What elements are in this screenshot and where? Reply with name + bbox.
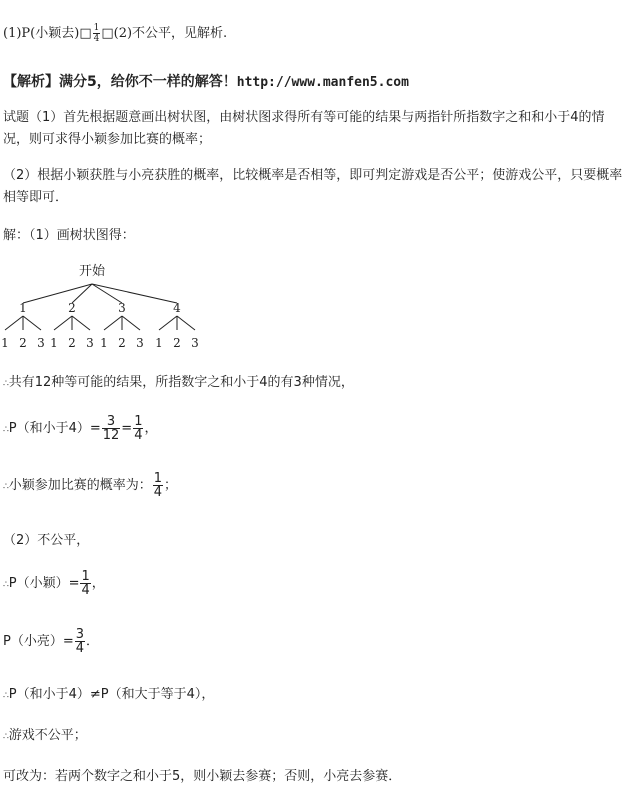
- box-glyph: □: [79, 26, 92, 41]
- tree-diagram: [0, 258, 220, 358]
- tree-root: 开始: [78, 264, 106, 279]
- fraction-numerator: 1: [153, 471, 163, 486]
- therefore-icon: ∴: [3, 379, 9, 389]
- tree-leaf-1: 1: [100, 336, 108, 350]
- therefore-icon: ∴: [3, 691, 9, 701]
- xiaoying-text: 小颖参加比赛的概率为：: [8, 478, 152, 493]
- tree-edge-leaf: [54, 316, 72, 330]
- tree-leaf-3: 3: [37, 336, 45, 350]
- tree-edge-leaf: [72, 316, 90, 330]
- tree-leaf-1: 1: [1, 336, 9, 350]
- p-xiaoliang-lhs: P（小亮）=: [3, 634, 74, 649]
- fraction-denominator: 12: [102, 428, 120, 443]
- fraction-numerator: 3: [106, 414, 116, 429]
- fix-line: 可改为：若两个数字之和小于5，则小颖去参赛；否则，小亮去参赛．: [3, 769, 402, 784]
- equals-sign: =: [121, 421, 133, 436]
- tree-node-4: 4: [173, 301, 181, 315]
- tree-node-2: 2: [68, 301, 76, 315]
- tree-edge-leaf: [177, 316, 195, 330]
- punctuation: ；: [164, 478, 178, 493]
- therefore-icon: ∴: [3, 482, 9, 492]
- fraction-numerator: 1: [93, 23, 100, 33]
- answer-fraction: [93, 23, 101, 44]
- tree-leaf-3: 3: [191, 336, 199, 350]
- step-xiaoying-probability: [3, 472, 177, 499]
- analysis-paragraph-1: 试题（1）首先根据题意画出树状图，由树状图求得所有等可能的结果与两指针所指数字之和和小于4的情况，则可求得小颖参加比赛的概率；: [3, 110, 605, 147]
- step-probability-lt4: [3, 415, 158, 442]
- unfair-line: [3, 724, 87, 743]
- therefore-icon: ∴: [3, 732, 9, 742]
- tree-edge-leaf: [122, 316, 140, 330]
- tree-leaf-2: 2: [118, 336, 126, 350]
- fraction-numerator: 3: [75, 627, 85, 642]
- part2-title: （2）不公平，: [3, 533, 90, 548]
- fraction-3-12: [102, 415, 121, 442]
- fraction-denominator: 4: [81, 583, 90, 598]
- fraction-1-4: [153, 472, 163, 499]
- solution-intro: 解：（1）画树状图得：: [3, 228, 135, 243]
- fraction-denominator: 4: [153, 485, 163, 500]
- tree-leaf-3: 3: [136, 336, 144, 350]
- analysis-paragraph-2: （2）根据小颖获胜与小亮获胜的概率，比较概率是否相等，即可判定游戏是否公平；使游戏公平，只要概率相等即可．: [3, 168, 623, 205]
- tree-node-3: 3: [118, 301, 126, 315]
- answer-line: [3, 22, 227, 44]
- header-url[interactable]: http://www.manfen5.com: [236, 75, 409, 90]
- fraction-denominator: 4: [134, 428, 143, 443]
- tree-leaf-1: 1: [50, 336, 58, 350]
- punctuation: ，: [91, 576, 105, 591]
- neq-text: P（和小于4）≠P（和大于等于4），: [8, 687, 215, 702]
- unfair-text: 游戏不公平；: [8, 728, 87, 743]
- answer-part1: (1)P(小颖去): [3, 26, 80, 41]
- tree-node-1: 1: [19, 301, 27, 315]
- answer-part2: (2)不公平，见解析.: [113, 26, 228, 41]
- header-label: 【解析】满分5，给你不一样的解答！: [3, 74, 237, 90]
- fraction-numerator: 1: [81, 569, 90, 584]
- tree-edge-leaf: [159, 316, 177, 330]
- fraction-1-4: [80, 570, 90, 597]
- box-glyph: □: [101, 26, 114, 41]
- tree-edge-leaf: [5, 316, 23, 330]
- fraction-numerator: 1: [134, 414, 143, 429]
- punctuation: ，: [144, 421, 158, 436]
- step-total-text: 共有12种等可能的结果，所指数字之和小于4的有3种情况，: [8, 375, 354, 390]
- fraction-1-4: [133, 415, 143, 442]
- step-total: [3, 371, 354, 390]
- p-lt4-lhs: P（和小于4）=: [8, 421, 101, 436]
- punctuation: ．: [86, 634, 100, 649]
- fraction-denominator: 4: [93, 34, 100, 44]
- tree-leaf-1: 1: [155, 336, 163, 350]
- fraction-denominator: 4: [75, 641, 85, 656]
- neq-line: [3, 683, 214, 702]
- tree-leaf-2: 2: [68, 336, 76, 350]
- tree-edge-leaf: [104, 316, 122, 330]
- therefore-icon: ∴: [3, 580, 9, 590]
- tree-leaf-2: 2: [19, 336, 27, 350]
- tree-leaf-3: 3: [86, 336, 94, 350]
- tree-leaf-2: 2: [173, 336, 181, 350]
- p-xiaoliang: [3, 628, 99, 655]
- tree-edge-leaf: [23, 316, 41, 330]
- analysis-header: [3, 71, 409, 91]
- p-xiaoying: [3, 570, 105, 597]
- therefore-icon: ∴: [3, 425, 9, 435]
- tree-edge-root: [92, 284, 177, 303]
- fraction-3-4: [75, 628, 85, 655]
- p-xiaoying-lhs: P（小颖）=: [8, 576, 80, 591]
